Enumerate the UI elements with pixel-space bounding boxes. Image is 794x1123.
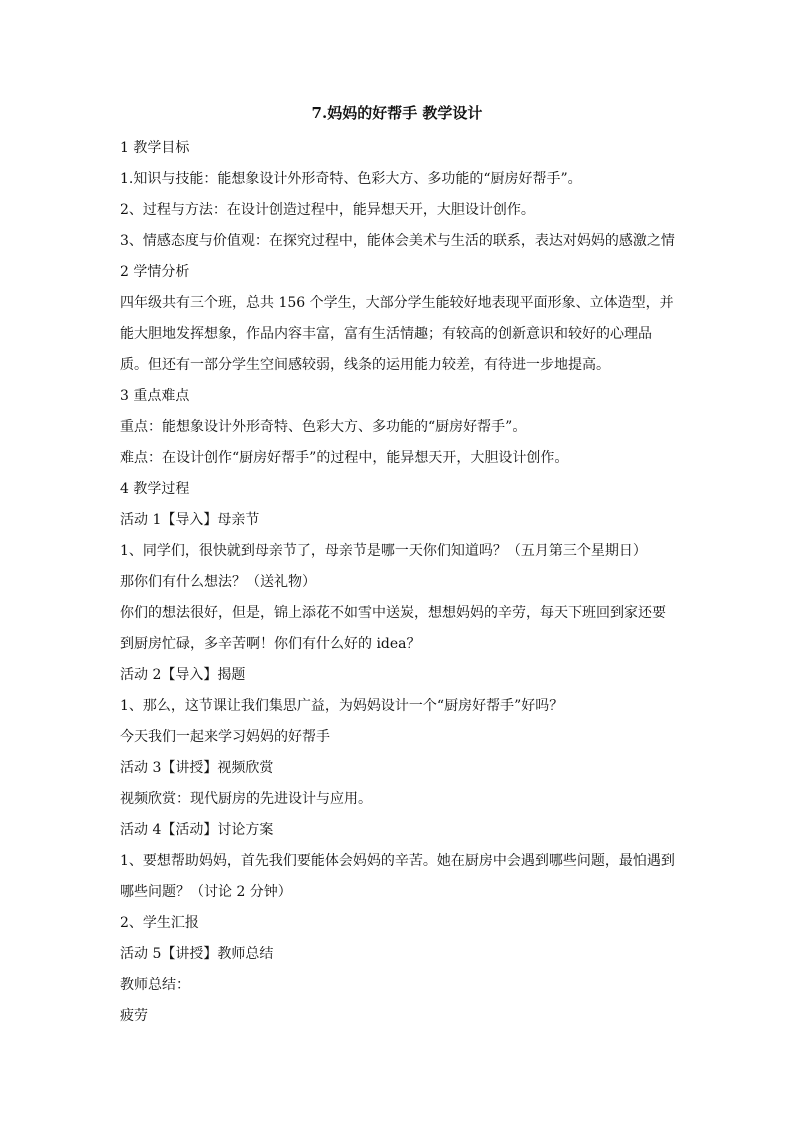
paragraph: 那你们有什么想法？（送礼物） [120, 574, 316, 590]
activity-heading: 活动 4【活动】讨论方案 [120, 822, 274, 838]
activity-heading: 活动 5【讲授】教师总结 [120, 946, 274, 962]
paragraph: 教师总结： [120, 977, 190, 993]
document-title: 7.妈妈的好帮手 教学设计 [311, 104, 483, 122]
paragraph: 你们的想法很好，但是，锦上添花不如雪中送炭，想想妈妈的辛劳，每天下班回到家还要到厨房忙碌，多辛苦啊！你们有什么好的 idea？ [120, 605, 666, 652]
activity-heading: 活动 3【讲授】视频欣赏 [120, 760, 274, 776]
paragraph: 重点：能想象设计外形奇特、色彩大方、多功能的“厨房好帮手”。 [120, 419, 527, 435]
activity-heading: 活动 1【导入】母亲节 [120, 512, 260, 528]
paragraph: 四年级共有三个班，总共 156 个学生，大部分学生能较好地表现平面形象、立体造型，并能大胆地发挥想象，作品内容丰富，富有生活情趣；有较高的创新意识和较好的心理品质。但还有一部分学生空间感较弱，线条的运用能力较差，有待进一步地提高。 [120, 295, 674, 373]
paragraph: 难点：在设计创作“厨房好帮手”的过程中，能异想天开，大胆设计创作。 [120, 450, 569, 466]
paragraph: 视频欣赏：现代厨房的先进设计与应用。 [120, 791, 372, 807]
paragraph: 疲劳 [120, 1008, 148, 1024]
section-heading: 3 重点难点 [120, 388, 190, 404]
document-body [120, 133, 675, 1032]
paragraph: 1、要想帮助妈妈，首先我们要能体会妈妈的辛苦。她在厨房中会遇到哪些问题，最怕遇到哪些问题？（讨论 2 分钟） [120, 853, 675, 900]
paragraph: 今天我们一起来学习妈妈的好帮手 [120, 729, 330, 745]
paragraph: 3、情感态度与价值观：在探究过程中，能体会美术与生活的联系，表达对妈妈的感激之情 [120, 233, 675, 249]
section-heading: 1 教学目标 [120, 140, 190, 156]
activity-heading: 活动 2【导入】揭题 [120, 667, 246, 683]
section-heading: 2 学情分析 [120, 264, 190, 280]
paragraph: 1、那么，这节课让我们集思广益，为妈妈设计一个“厨房好帮手”好吗？ [120, 698, 564, 714]
paragraph: 1.知识与技能：能想象设计外形奇特、色彩大方、多功能的“厨房好帮手”。 [120, 171, 582, 187]
paragraph: 2、过程与方法：在设计创造过程中，能异想天开，大胆设计创作。 [120, 202, 535, 218]
section-heading: 4 教学过程 [120, 481, 190, 497]
paragraph: 1、同学们，很快就到母亲节了，母亲节是哪一天你们知道吗？（五月第三个星期日） [120, 543, 647, 559]
paragraph: 2、学生汇报 [120, 915, 199, 931]
